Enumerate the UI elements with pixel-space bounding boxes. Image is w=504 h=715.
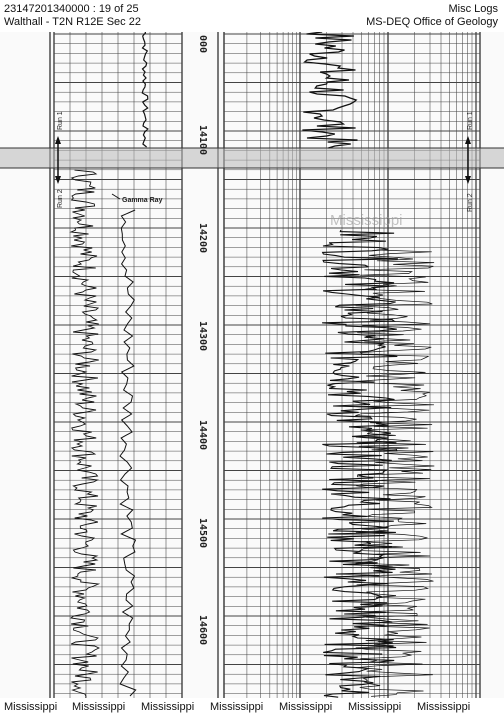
run-label-bottom-left: Run 2 xyxy=(57,189,64,208)
depth-label: 000 xyxy=(197,34,208,54)
footer-watermark-item: Mississippi xyxy=(4,701,58,713)
depth-label: 14300 xyxy=(197,320,208,352)
office-name: MS-DEQ Office of Geology xyxy=(366,16,498,28)
run-label-top-right: Run 1 xyxy=(467,111,474,130)
footer-watermark-item: Mississippi xyxy=(72,701,126,713)
footer-watermark-item: Mississippi xyxy=(279,701,333,713)
log-type: Misc Logs xyxy=(448,3,498,15)
footer-watermark-item: Mississippi xyxy=(417,701,471,713)
depth-label: 14400 xyxy=(197,419,208,451)
watermark-text: Mississippi xyxy=(330,212,403,229)
gamma-ray-label: Gamma Ray xyxy=(122,197,163,204)
run-label-top-left: Run 1 xyxy=(57,111,64,130)
page-header xyxy=(0,0,504,32)
footer-watermark-item: Mississippi xyxy=(348,701,402,713)
depth-label: 14100 xyxy=(197,124,208,156)
splice-band xyxy=(0,148,504,168)
depth-label: 14200 xyxy=(197,222,208,254)
well-id: 23147201340000 : 19 of 25 xyxy=(4,3,139,15)
well-log-image xyxy=(0,30,504,698)
run-label-bottom-right: Run 2 xyxy=(467,193,474,212)
depth-label: 14600 xyxy=(197,614,208,646)
footer-watermark-item: Mississippi xyxy=(141,701,195,713)
footer-watermark xyxy=(0,698,504,715)
footer-watermark-item: Mississippi xyxy=(210,701,264,713)
depth-label: 14500 xyxy=(197,517,208,549)
well-location: Walthall - T2N R12E Sec 22 xyxy=(4,16,141,28)
